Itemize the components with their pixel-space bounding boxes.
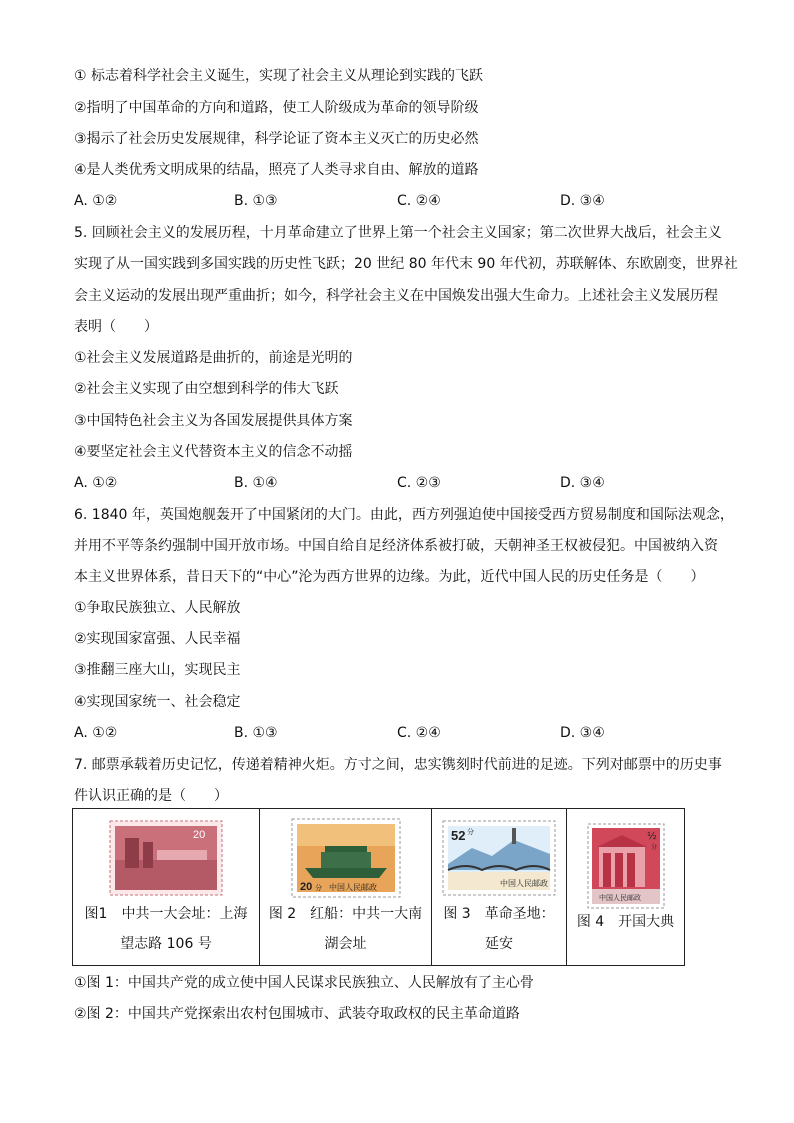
q6-stem-line-2: 并用不平等条约强制中国开放市场。中国自给自足经济体系被打破，天朝神圣王权被侵犯。中国被纳入资: [74, 538, 718, 554]
stamp-2-issuer: 中国人民邮政: [328, 883, 377, 892]
stamp-3-unit: 分: [467, 828, 474, 836]
choice-c[interactable]: C. ②④: [397, 193, 441, 209]
q7-option-2: ②图 2：中国共产党探索出农村包围城市、武装夺取政权的民主革命道路: [74, 1006, 520, 1022]
stamp-2-caption-line-2: 湖会址: [324, 936, 367, 952]
choice-d[interactable]: D. ③④: [560, 475, 605, 491]
choice-b[interactable]: B. ①③: [234, 193, 278, 209]
stamp-4-unit: 分: [650, 844, 657, 851]
stamp-cell-3: [432, 809, 567, 966]
stamp-cell-4: [567, 809, 685, 966]
stamp-3-caption-line-1: 图 3 革命圣地：: [443, 906, 555, 922]
stamp-table: [72, 808, 685, 966]
stamp-1-value: 20: [193, 829, 206, 841]
stamp-3-image: [442, 820, 556, 896]
q4-option-3: ③揭示了社会历史发展规律，科学论证了资本主义灭亡的历史必然: [74, 131, 479, 147]
q4-choices: [74, 191, 734, 211]
choice-b[interactable]: B. ①③: [234, 725, 278, 741]
q5-stem-line-1: 5. 回顾社会主义的发展历程，十月革命建立了世界上第一个社会主义国家；第二次世界大战后，社会主义: [74, 225, 722, 241]
q4-option-2: ②指明了中国革命的方向和道路，使工人阶级成为革命的领导阶级: [74, 100, 479, 116]
stamp-3-issuer: 中国人民邮政: [500, 879, 548, 888]
q5-option-1: ①社会主义发展道路是曲折的，前途是光明的: [74, 350, 353, 366]
stamp-1-caption-line-2: 望志路 106 号: [120, 936, 212, 952]
stamp-4-caption-line-1: 图 4 开国大典: [576, 914, 675, 930]
stamp-4-issuer: 中国人民邮政: [598, 894, 641, 902]
stamp-cell-1: [73, 809, 260, 966]
choice-a[interactable]: A. ①②: [74, 193, 118, 209]
choice-a[interactable]: A. ①②: [74, 725, 118, 741]
q7-stem-line-2: 件认识正确的是（ ）: [74, 788, 228, 804]
q5-option-2: ②社会主义实现了由空想到科学的伟大飞跃: [74, 381, 339, 397]
choice-d[interactable]: D. ③④: [560, 193, 605, 209]
choice-c[interactable]: C. ②③: [397, 475, 441, 491]
q7-stem-line-1: 7. 邮票承载着历史记忆，传递着精神火炬。方寸之间，忠实镌刻时代前进的足迹。下列对邮票中的历史事: [74, 757, 722, 773]
stamp-3-caption-line-2: 延安: [485, 936, 513, 952]
q5-option-4: ④要坚定社会主义代替资本主义的信念不动摇: [74, 444, 353, 460]
choice-a[interactable]: A. ①②: [74, 475, 118, 491]
stamp-2-unit: 分: [314, 884, 322, 892]
q4-option-4: ④是人类优秀文明成果的结晶，照亮了人类寻求自由、解放的道路: [74, 162, 479, 178]
stamp-4-value: ½: [646, 831, 657, 842]
q6-stem-line-3: 本主义世界体系，昔日天下的“中心”沦为西方世界的边缘。为此，近代中国人民的历史任务是（ ）: [74, 569, 705, 585]
q6-option-4: ④实现国家统一、社会稳定: [74, 694, 241, 710]
q5-stem-line-4: 表明（ ）: [74, 319, 158, 335]
stamp-1-image: [109, 820, 223, 896]
choice-c[interactable]: C. ②④: [397, 725, 441, 741]
choice-d[interactable]: D. ③④: [560, 725, 605, 741]
q5-stem-line-2: 实现了从一国实践到多国实践的历史性飞跃；20 世纪 80 年代末 90 年代初，苏联解体、东欧剧变，世界社: [74, 256, 738, 272]
q6-option-3: ③推翻三座大山，实现民主: [74, 662, 241, 678]
stamp-3-value: 52: [451, 828, 466, 843]
q5-stem-line-3: 会主义运动的发展出现严重曲折；如今，科学社会主义在中国焕发出强大生命力。上述社会主义发展历程: [74, 288, 718, 304]
stamp-2-value: 20: [299, 881, 312, 893]
stamp-1-caption-line-1: 图1 中共一大会址：上海: [84, 906, 248, 922]
q6-option-2: ②实现国家富强、人民幸福: [74, 631, 241, 647]
q5-choices: [74, 473, 734, 493]
stamp-4-image: [587, 823, 665, 909]
q6-option-1: ①争取民族独立、人民解放: [74, 600, 241, 616]
stamp-2-caption-line-1: 图 2 红船：中共一大南: [268, 906, 423, 922]
stamp-cell-2: [260, 809, 432, 966]
q7-option-1: ①图 1：中国共产党的成立使中国人民谋求民族独立、人民解放有了主心骨: [74, 975, 534, 991]
q5-option-3: ③中国特色社会主义为各国发展提供具体方案: [74, 413, 353, 429]
q6-stem-line-1: 6. 1840 年，英国炮舰轰开了中国紧闭的大门。由此，西方列强迫使中国接受西方贸易制度和国际法观念，: [74, 507, 734, 523]
stamp-2-image: [291, 818, 401, 898]
q4-option-1: ① 标志着科学社会主义诞生，实现了社会主义从理论到实践的飞跃: [74, 68, 483, 84]
choice-b[interactable]: B. ①④: [234, 475, 278, 491]
q6-choices: [74, 723, 734, 743]
